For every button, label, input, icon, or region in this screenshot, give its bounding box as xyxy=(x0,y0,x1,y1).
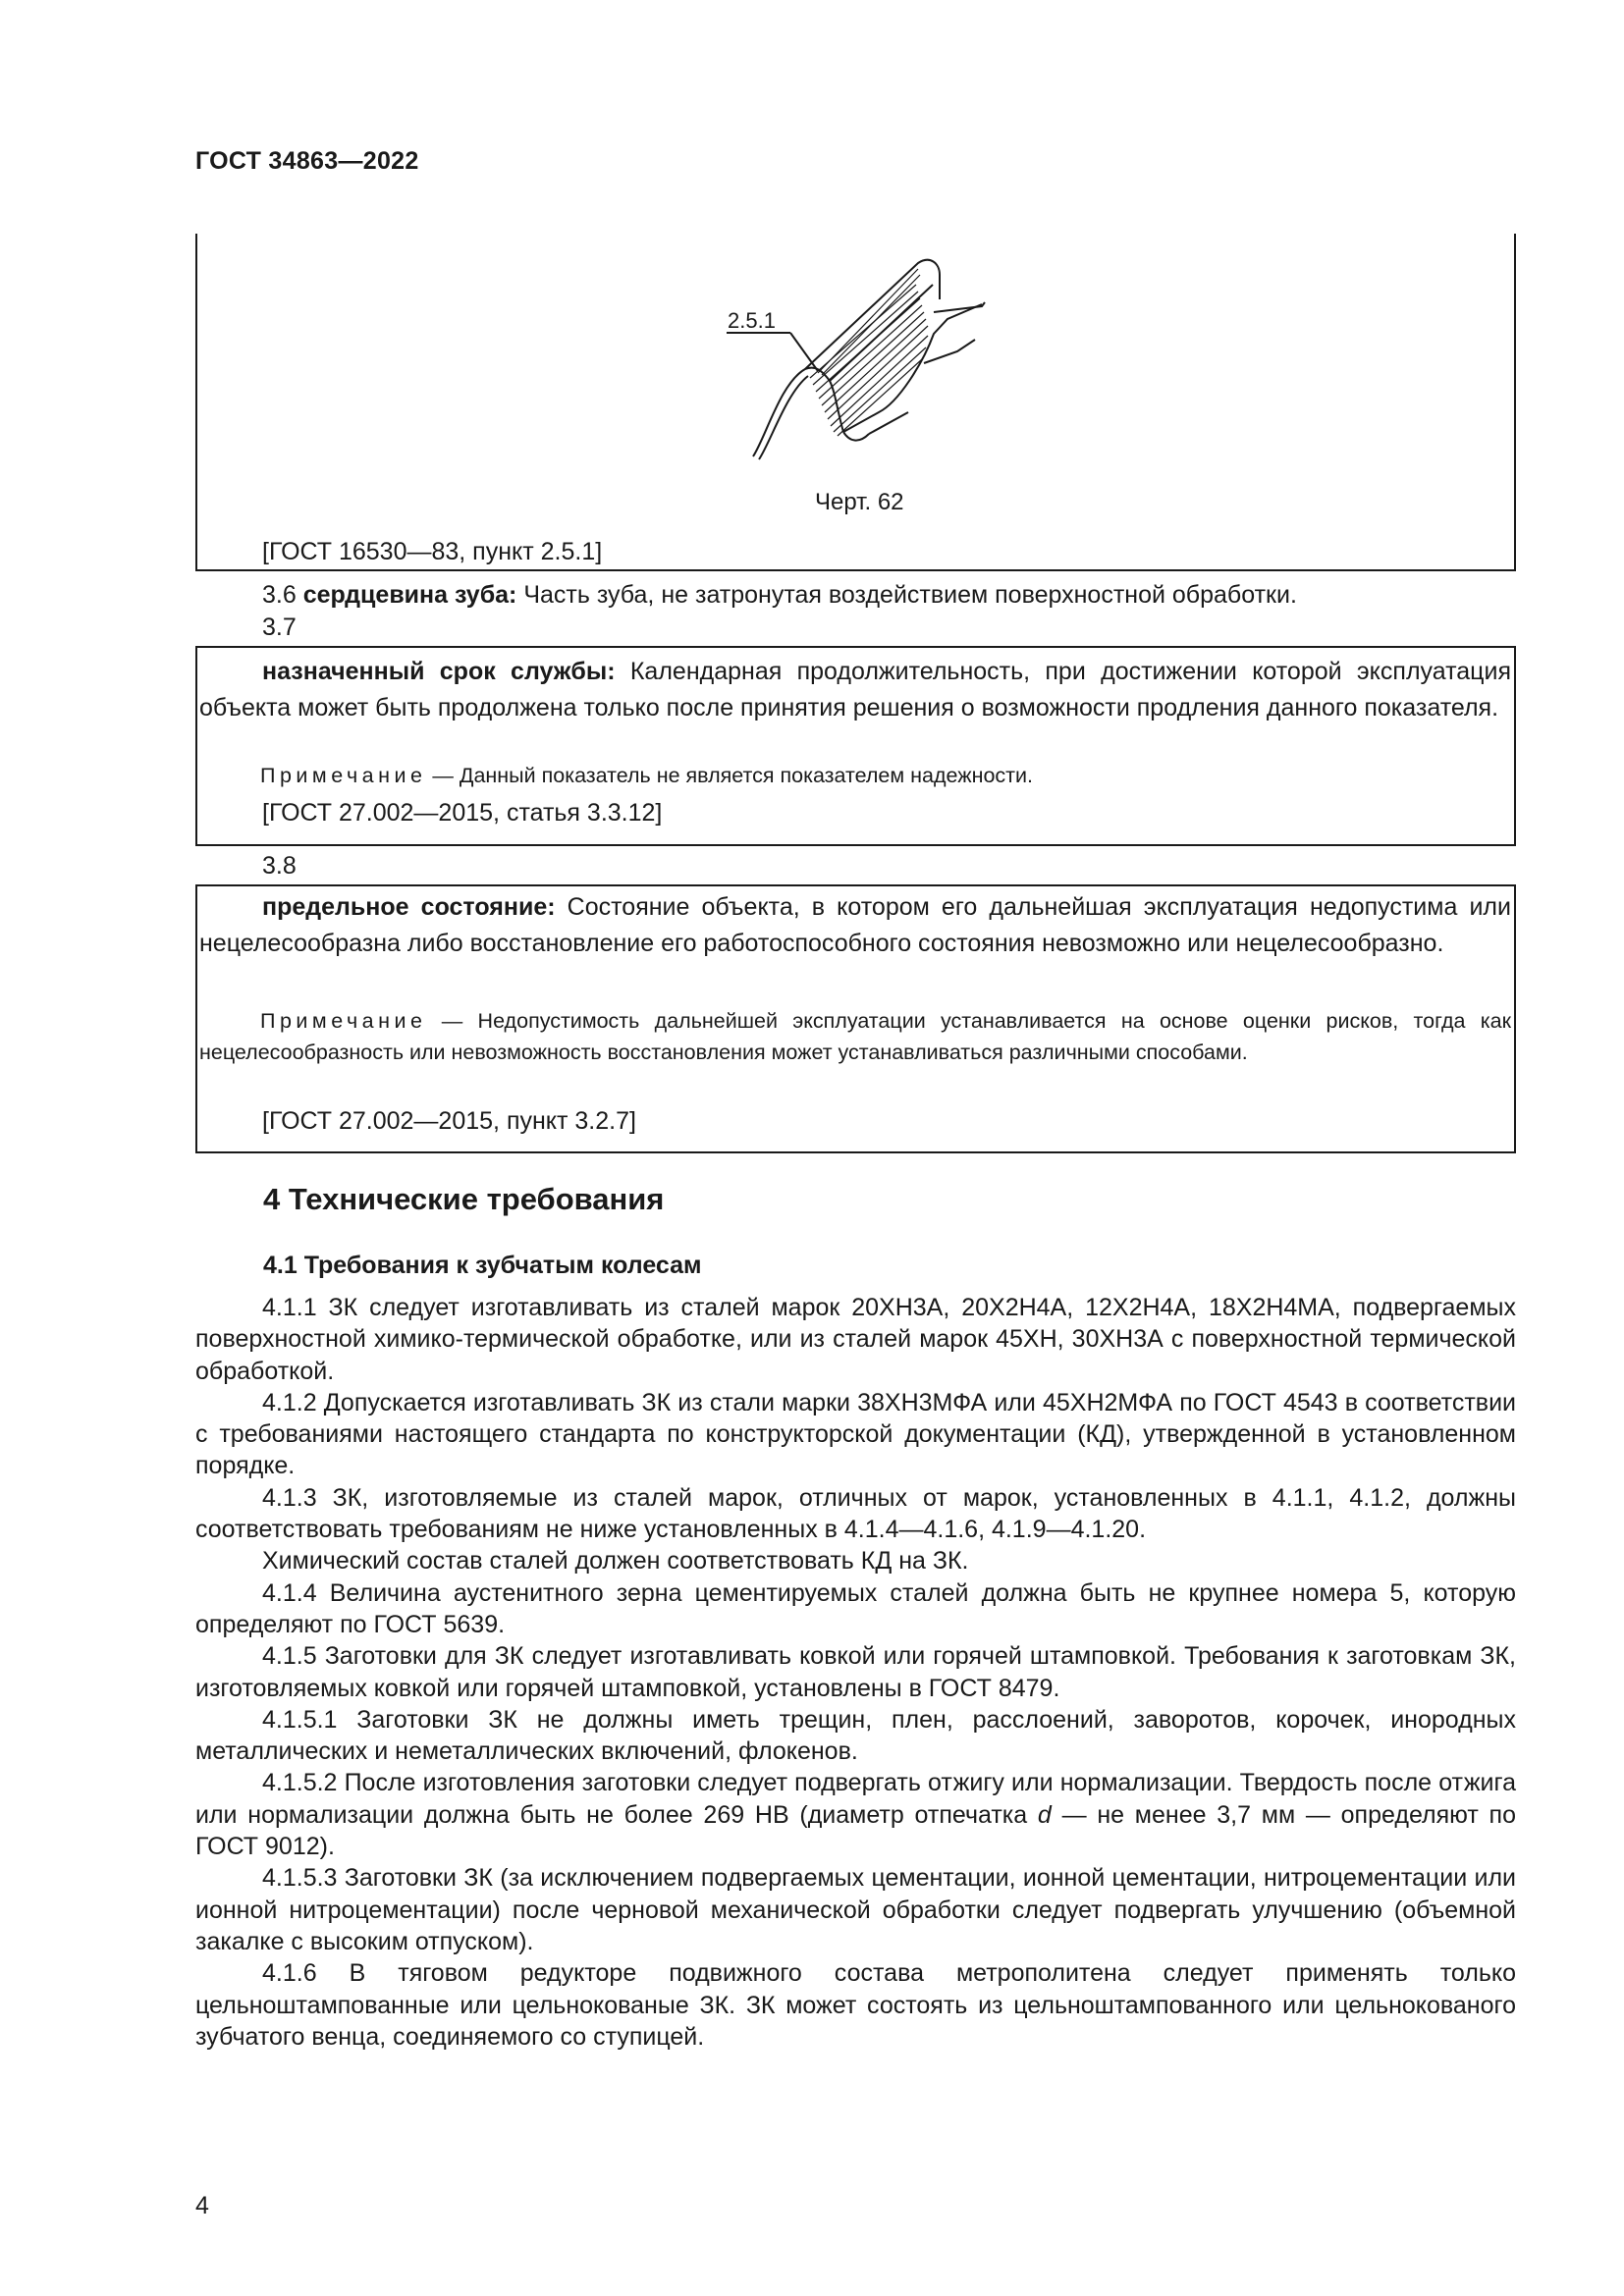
term-3-7-source: [ГОСТ 27.002—2015, статья 3.3.12] xyxy=(262,799,663,827)
page-number: 4 xyxy=(195,2192,209,2219)
term-3-8-text xyxy=(199,889,1511,962)
term-number-3-8: 3.8 xyxy=(262,852,297,880)
gear-tooth-drawing xyxy=(712,245,1006,481)
paragraph: 4.1.6 В тяговом редукторе подвижного состава метрополитена следует применять только цельноштампованные или цельнокованые ЗК. ЗК может состоять из цельноштампованного или цельнокованого зубчатого венца, соединяемого со ступицей. xyxy=(195,1959,1516,2051)
variable: d xyxy=(1037,1800,1052,1829)
note-3-7 xyxy=(260,760,1033,791)
paragraph: 4.1.5.1 Заготовки ЗК не должны иметь трещин, плен, расслоений, заворотов, корочек, инородных металлических и неметаллических включений, флокенов. xyxy=(195,1705,1516,1766)
note-3-8 xyxy=(199,1005,1511,1068)
subsection-title: 4.1 Требования к зубчатым колесам xyxy=(263,1252,702,1279)
note-text: — Данный показатель не является показателем надежности. xyxy=(426,764,1034,787)
section-title: 4 Технические требования xyxy=(263,1182,665,1216)
paragraph-text: 4.1.5.2 После изготовления заготовки следует подвергать отжигу или нормализации. Твердость после отжига или нормализации должна быть не более 269 НВ (диаметр отпечатка xyxy=(195,1769,1516,1829)
paragraph: 4.1.4 Величина аустенитного зерна цементируемых сталей должна быть не крупнее номера 5, которую определяют по ГОСТ 5639. xyxy=(195,1578,1516,1638)
note-label: Примечание xyxy=(260,1009,427,1033)
term-definition: Календарная продолжительность, при достижении которой эксплуатация объекта может быть продолжена только после принятия решения о возможности продления данного показателя. xyxy=(199,658,1511,721)
term-3-8-source: [ГОСТ 27.002—2015, пункт 3.2.7] xyxy=(262,1107,636,1135)
section-body xyxy=(195,1292,1516,2053)
term-name: сердцевина зуба: xyxy=(302,581,517,609)
term-number-3-7: 3.7 xyxy=(262,614,297,641)
paragraph: 4.1.3 ЗК, изготовляемые из сталей марок, отличных от марок, установленных в 4.1.1, 4.1.2, должны соответствовать требованиям не ниже установленных в 4.1.4—4.1.6, 4.1.9—4.1.20. xyxy=(195,1483,1516,1544)
paragraph-text: — не менее 3,7 мм — определяют по ГОСТ 9012). xyxy=(195,1800,1516,1861)
paragraph: 4.1.1 ЗК следует изготавливать из сталей марок 20ХН3А, 20Х2Н4А, 12Х2Н4А, 18Х2Н4МА, подвергаемых поверхностной химико-термической обработке, или из сталей марок 45ХН, 30ХН3А с поверхностной термической обработкой. xyxy=(195,1294,1516,1385)
paragraph: 4.1.2 Допускается изготавливать ЗК из стали марки 38ХН3МФА или 45ХН2МФА по ГОСТ 4543 в соответствии с требованиями настоящего стандарта по конструкторской документации (КД), утвержденной в установленном порядке. xyxy=(195,1388,1516,1480)
figure-label: 2.5.1 xyxy=(728,308,776,333)
note-text: — Недопустимость дальнейшей эксплуатации устанавливается на основе оценки рисков, тогда как нецелесообразность или невозможность восстановления может устанавливаться различными способами. xyxy=(199,1009,1511,1064)
paragraph: Химический состав сталей должен соответствовать КД на ЗК. xyxy=(262,1547,969,1575)
note-label: Примечание xyxy=(260,764,427,787)
paragraph xyxy=(195,1767,1516,1862)
paragraph: 4.1.5.3 Заготовки ЗК (за исключением подвергаемых цементации, ионной цементации, нитроцементации или ионной нитроцементации) после черновой механической обработки следует подвергать улучшению (объемной закалке с высоким отпуском). xyxy=(195,1864,1516,1955)
term-definition: Состояние объекта, в котором его дальнейшая эксплуатация недопустима или нецелесообразна либо восстановление его работоспособного состояния невозможно или нецелесообразно. xyxy=(199,893,1511,957)
term-name: предельное состояние: xyxy=(262,893,556,921)
term-number: 3.6 xyxy=(262,581,297,609)
term-name: назначенный срок службы: xyxy=(262,658,616,685)
paragraph: 4.1.5 Заготовки для ЗК следует изготавливать ковкой или горячей штамповкой. Требования к заготовкам ЗК, изготовляемых ковкой или горячей штамповкой, установлены в ГОСТ 8479. xyxy=(195,1642,1516,1702)
term-definition: Часть зуба, не затронутая воздействием поверхностной обработки. xyxy=(516,581,1297,609)
figure-source: [ГОСТ 16530—83, пункт 2.5.1] xyxy=(262,538,603,565)
page-header: ГОСТ 34863—2022 xyxy=(195,147,419,175)
term-3-7-text xyxy=(199,654,1511,726)
figure-caption: Черт. 62 xyxy=(815,489,904,515)
term-3-6 xyxy=(262,581,1297,610)
